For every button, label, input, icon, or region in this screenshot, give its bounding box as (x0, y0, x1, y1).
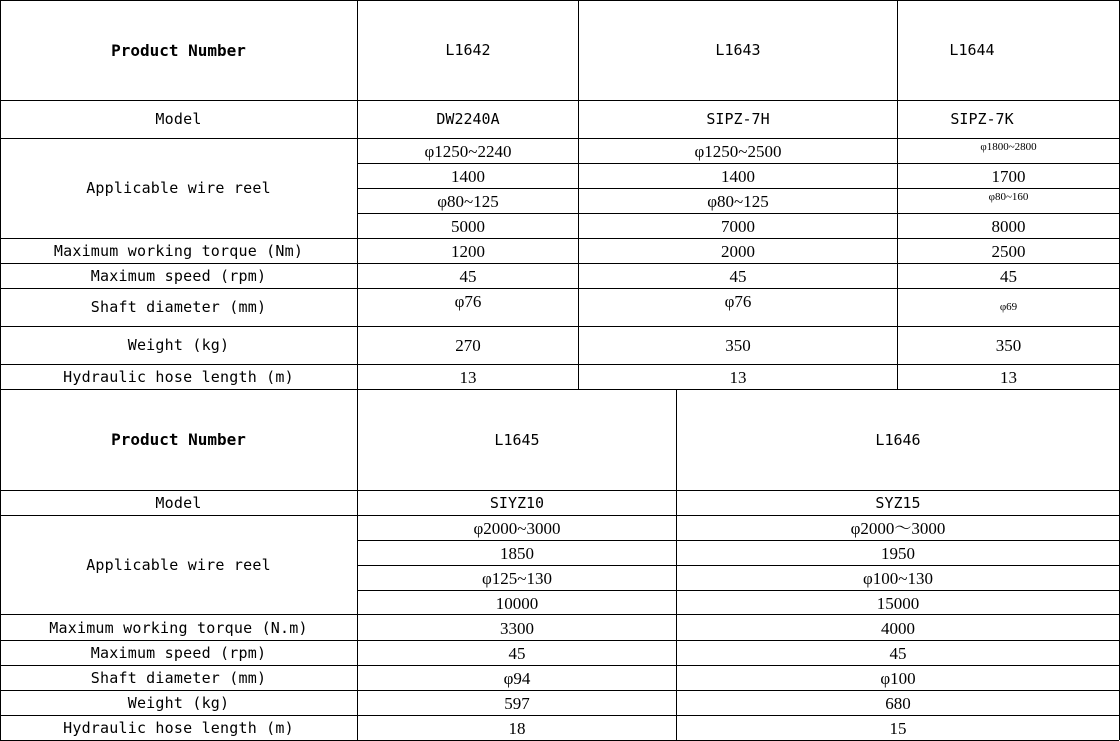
wire-reel-cell: φ2000~3000 (473, 518, 561, 538)
weight-cell: 270 (455, 336, 481, 355)
hose-cell: 13 (459, 368, 477, 387)
wire-reel-cell: φ80~160 (988, 191, 1029, 203)
model-label: Model (155, 493, 202, 512)
wire-reel-cell: 1400 (451, 167, 485, 186)
wire-reel-cell: 5000 (451, 217, 485, 236)
product-number-cell: L1646 (875, 430, 921, 449)
torque-cell: 1200 (451, 242, 485, 261)
weight-cell: 680 (885, 693, 911, 713)
model-cell: SIPZ-7K (950, 110, 1014, 128)
torque-cell: 3300 (500, 618, 534, 638)
shaft-label: Shaft diameter (mm) (90, 668, 267, 687)
model-cell: SYZ15 (875, 493, 921, 512)
weight-cell: 350 (725, 336, 751, 355)
torque-cell: 2000 (721, 242, 755, 261)
weight-label: Weight (kg) (127, 336, 230, 354)
wire-reel-cell: 15000 (876, 593, 920, 613)
wire-reel-cell: φ1250~2240 (424, 142, 512, 161)
hose-cell: 13 (729, 368, 747, 387)
wire-reel-cell: φ80~125 (707, 192, 769, 211)
product-number-cell: L1643 (715, 41, 761, 59)
speed-cell: 45 (729, 267, 747, 286)
wire-reel-cell: 1400 (721, 167, 755, 186)
speed-cell: 45 (1000, 267, 1017, 286)
torque-label: Maximum working torque (N.m) (49, 618, 308, 637)
model-cell: DW2240A (436, 110, 500, 128)
product-number-header: Product Number (111, 430, 246, 449)
wire-reel-cell: 10000 (495, 593, 539, 613)
wire-reel-cell: φ2000～3000 (850, 518, 946, 538)
product-number-cell: L1642 (445, 41, 491, 59)
model-cell: SIYZ10 (489, 493, 545, 512)
wire-reel-cell: φ125~130 (481, 568, 552, 588)
wire-reel-cell: 1850 (500, 543, 534, 563)
hose-cell: 15 (889, 718, 907, 738)
product-number-cell: L1645 (494, 430, 540, 449)
product-number-header: Product Number (111, 41, 246, 60)
wire-reel-cell: 1700 (991, 167, 1026, 186)
model-label: Model (155, 110, 202, 128)
wire-reel-cell: φ1800~2800 (980, 141, 1037, 153)
shaft-cell: φ100 (880, 668, 916, 688)
speed-label: Maximum speed (rpm) (90, 267, 267, 285)
speed-cell: 45 (459, 267, 477, 286)
wire-reel-cell: 7000 (721, 217, 755, 236)
wire-reel-cell: φ100~130 (862, 568, 933, 588)
hose-label: Hydraulic hose length (m) (63, 718, 294, 737)
shaft-label: Shaft diameter (mm) (90, 298, 267, 316)
speed-cell: 45 (508, 643, 526, 663)
wire-reel-label: Applicable wire reel (86, 179, 271, 197)
wire-reel-cell: φ1250~2500 (694, 142, 782, 161)
wire-reel-label: Applicable wire reel (86, 555, 271, 574)
torque-cell: 4000 (881, 618, 915, 638)
shaft-cell: φ76 (724, 292, 752, 311)
weight-cell: 350 (995, 336, 1022, 355)
product-number-cell: L1644 (949, 41, 995, 59)
hose-cell: 18 (508, 718, 526, 738)
weight-cell: 597 (504, 693, 530, 713)
speed-cell: 45 (889, 643, 907, 663)
model-cell: SIPZ-7H (706, 110, 770, 128)
wire-reel-cell: 1950 (881, 543, 915, 563)
wire-reel-cell: 8000 (991, 217, 1026, 236)
weight-label: Weight (kg) (127, 693, 230, 712)
shaft-cell: φ69 (999, 301, 1018, 313)
wire-reel-cell: φ80~125 (437, 192, 499, 211)
hose-label: Hydraulic hose length (m) (63, 368, 294, 386)
shaft-cell: φ94 (503, 668, 531, 688)
speed-label: Maximum speed (rpm) (90, 643, 267, 662)
shaft-cell: φ76 (454, 292, 482, 311)
torque-cell: 2500 (991, 242, 1026, 261)
torque-label: Maximum working torque (Nm) (53, 242, 304, 260)
hose-cell: 13 (1000, 368, 1017, 387)
